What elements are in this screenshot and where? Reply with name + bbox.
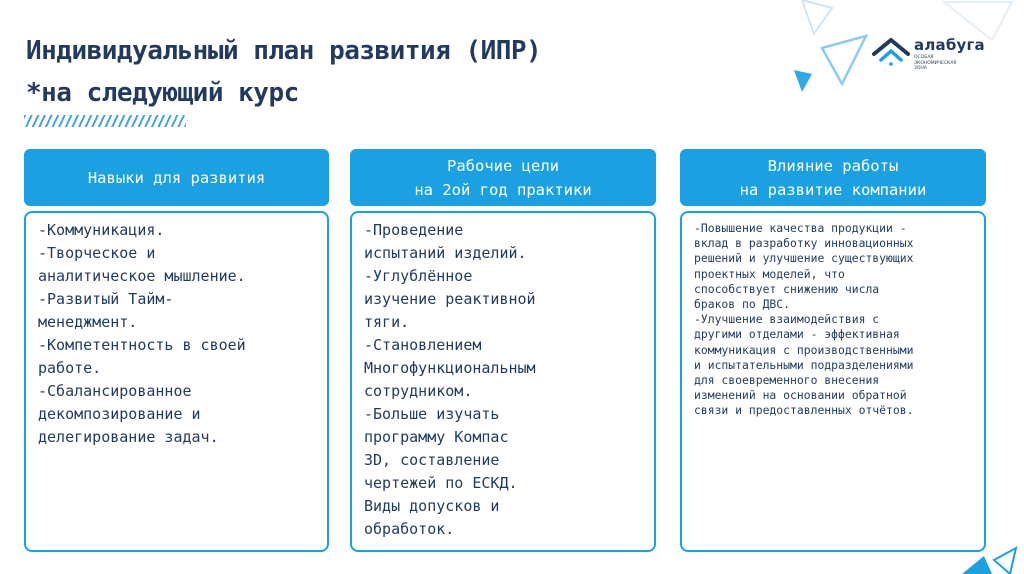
logo-subtitle-line-1: ОСОБАЯ — [914, 55, 934, 60]
logo-subtitle-line-2: ЭКОНОМИЧЕСКАЯ — [914, 60, 957, 66]
column-heading-goals — [350, 149, 656, 206]
logo-mark-icon — [872, 36, 910, 66]
list-item: менеджмент. — [38, 313, 138, 331]
list-item: изучение реактивной — [364, 290, 536, 308]
page-title-line-1: Индивидуальный план развития (ИПР) — [26, 36, 542, 66]
list-item: коммуникация с производственными — [694, 342, 914, 357]
triangle-filled-small — [794, 70, 812, 92]
list-item: связи и предоставленных отчётов. — [694, 403, 914, 418]
logo-subtitle — [914, 55, 974, 72]
list-item: 3D, составление — [364, 451, 500, 469]
list-item: вклад в разработку инновационных — [694, 236, 914, 251]
list-item: -Компетентность в своей — [38, 336, 246, 354]
list-item: способствует снижению числа — [694, 281, 880, 296]
list-item: декомпозирование и — [38, 405, 201, 423]
list-item: -Углублённое — [364, 267, 473, 285]
list-item: работе. — [38, 359, 102, 377]
logo-subtitle-line-3: ЗОНА — [914, 66, 927, 71]
column-heading-text: Навыки для развития — [87, 168, 266, 187]
list-item: Виды допусков и — [364, 497, 500, 515]
list-item: решений и улучшение существующих — [694, 251, 914, 266]
column-box-skills — [24, 211, 329, 552]
list-item: аналитическое мышление. — [38, 267, 246, 285]
list-item: чертежей по ЕСКД. — [364, 474, 518, 492]
triangle-outline-bottom-right — [994, 548, 1016, 574]
page-title — [26, 30, 786, 114]
triangle-filled-bottom-right — [962, 556, 992, 574]
list-item: и испытательными подразделениями — [694, 357, 914, 372]
list-item: Многофункциональным — [364, 359, 536, 377]
column-heading-impact — [680, 149, 986, 206]
column-heading-text: Влияние работы — [767, 156, 899, 175]
company-logo — [872, 32, 985, 72]
list-item: сотрудником. — [364, 382, 473, 400]
list-item: изменений на основании обратной — [694, 388, 907, 403]
list-item: делегирование задач. — [38, 428, 219, 446]
list-item: проектных моделей, что — [694, 266, 845, 281]
page-title-line-2: *на следующий курс — [26, 78, 299, 108]
column-heading-text: Рабочие цели — [447, 156, 559, 175]
list-item: тяги. — [364, 313, 410, 331]
list-item: -Больше изучать — [364, 405, 500, 423]
list-item: -Становлением — [364, 336, 482, 354]
decorative-stripes — [24, 115, 186, 127]
triangle-outline-mid — [822, 36, 866, 84]
list-item: для своевременного внесения — [694, 373, 880, 388]
column-box-impact — [680, 211, 986, 552]
list-item: -Творческое и — [38, 244, 156, 262]
logo-name: алабуга — [914, 36, 985, 54]
triangle-outline-top-left — [802, 0, 832, 34]
list-item: испытаний изделий. — [364, 244, 527, 262]
list-item: -Повышение качества продукции - — [694, 221, 907, 235]
list-item: -Коммуникация. — [38, 221, 165, 239]
column-box-goals — [350, 211, 656, 552]
list-item: обработок. — [364, 520, 455, 538]
column-heading-text: на развитие компании — [739, 180, 927, 199]
list-item: браков по ДВС. — [694, 297, 791, 312]
list-item: -Улучшение взаимодействия с — [694, 312, 880, 327]
list-item: -Развитый Тайм- — [38, 290, 174, 308]
column-heading-skills — [24, 149, 329, 206]
list-item: -Проведение — [364, 221, 464, 239]
column-heading-text: на 2ой год практики — [414, 180, 592, 199]
list-item: программу Компас — [364, 428, 509, 446]
list-item: -Сбалансированное — [38, 382, 192, 400]
list-item: другими отделами - эффективная — [694, 327, 900, 342]
